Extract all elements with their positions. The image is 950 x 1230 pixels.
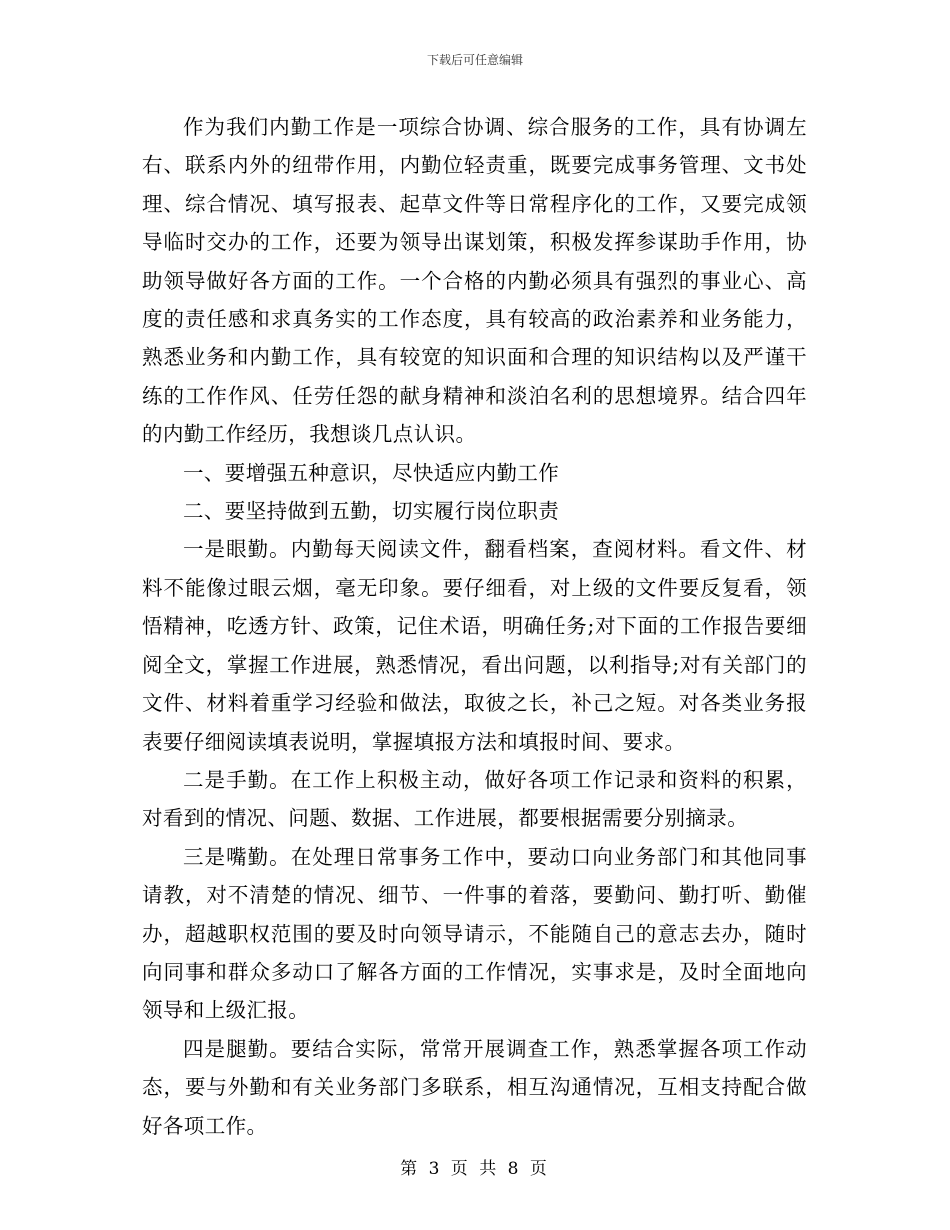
paragraph-mouth: 三是嘴勤。在处理日常事务工作中，要动口向业务部门和其他同事请教，对不清楚的情况、细节、一件事的着落，要勤问、勤打听、勤催办，超越职权范围的要及时向领导请示，不能随自己的意志去办，随时向同事和群众多动口了解各方面的工作情况，实事求是，及时全面地向领导和上级汇报。: [142, 844, 807, 1023]
section-heading-2: 二、要坚持做到五勤，切实履行岗位职责: [183, 499, 560, 524]
paragraph-legs: 四是腿勤。要结合实际，常常开展调查工作，熟悉掌握各项工作动态，要与外勤和有关业务部门多联系，相互沟通情况，互相支持配合做好各项工作。: [142, 1036, 807, 1138]
page-header: 下载后可任意编辑: [426, 53, 523, 67]
paragraph-eyes: 一是眼勤。内勤每天阅读文件，翻看档案，查阅材料。看文件、材料不能像过眼云烟，毫无印象。要仔细看，对上级的文件要反复看，领悟精神，吃透方针、政策，记住术语，明确任务;对下面的工作报告要细阅全文，掌握工作进展，熟悉情况，看出问题，以利指导;对有关部门的文件、材料着重学习经验和做法，取彼之长，补己之短。对各类业务报表要仔细阅读填表说明，掌握填报方法和填报时间、要求。: [142, 537, 807, 754]
page-number: 第 3 页 共 8 页: [400, 1159, 550, 1179]
document-body: [142, 108, 807, 1145]
paragraph-hands: 二是手勤。在工作上积极主动，做好各项工作记录和资料的积累，对看到的情况、问题、数据、工作进展，都要根据需要分别摘录。: [142, 767, 807, 831]
section-heading-1: 一、要增强五种意识，尽快适应内勤工作: [183, 460, 560, 485]
paragraph-intro: 作为我们内勤工作是一项综合协调、综合服务的工作，具有协调左右、联系内外的纽带作用，内勤位轻责重，既要完成事务管理、文书处理、综合情况、填写报表、起草文件等日常程序化的工作，又要完成领导临时交办的工作，还要为领导出谋划策，积极发挥参谋助手作用，协助领导做好各方面的工作。一个合格的内勤必须具有强烈的事业心、高度的责任感和求真务实的工作态度，具有较高的政治素养和业务能力，熟悉业务和内勤工作，具有较宽的知识面和合理的知识结构以及严谨干练的工作作风、任劳任怨的献身精神和淡泊名利的思想境界。结合四年的内勤工作经历，我想谈几点认识。: [142, 115, 807, 447]
